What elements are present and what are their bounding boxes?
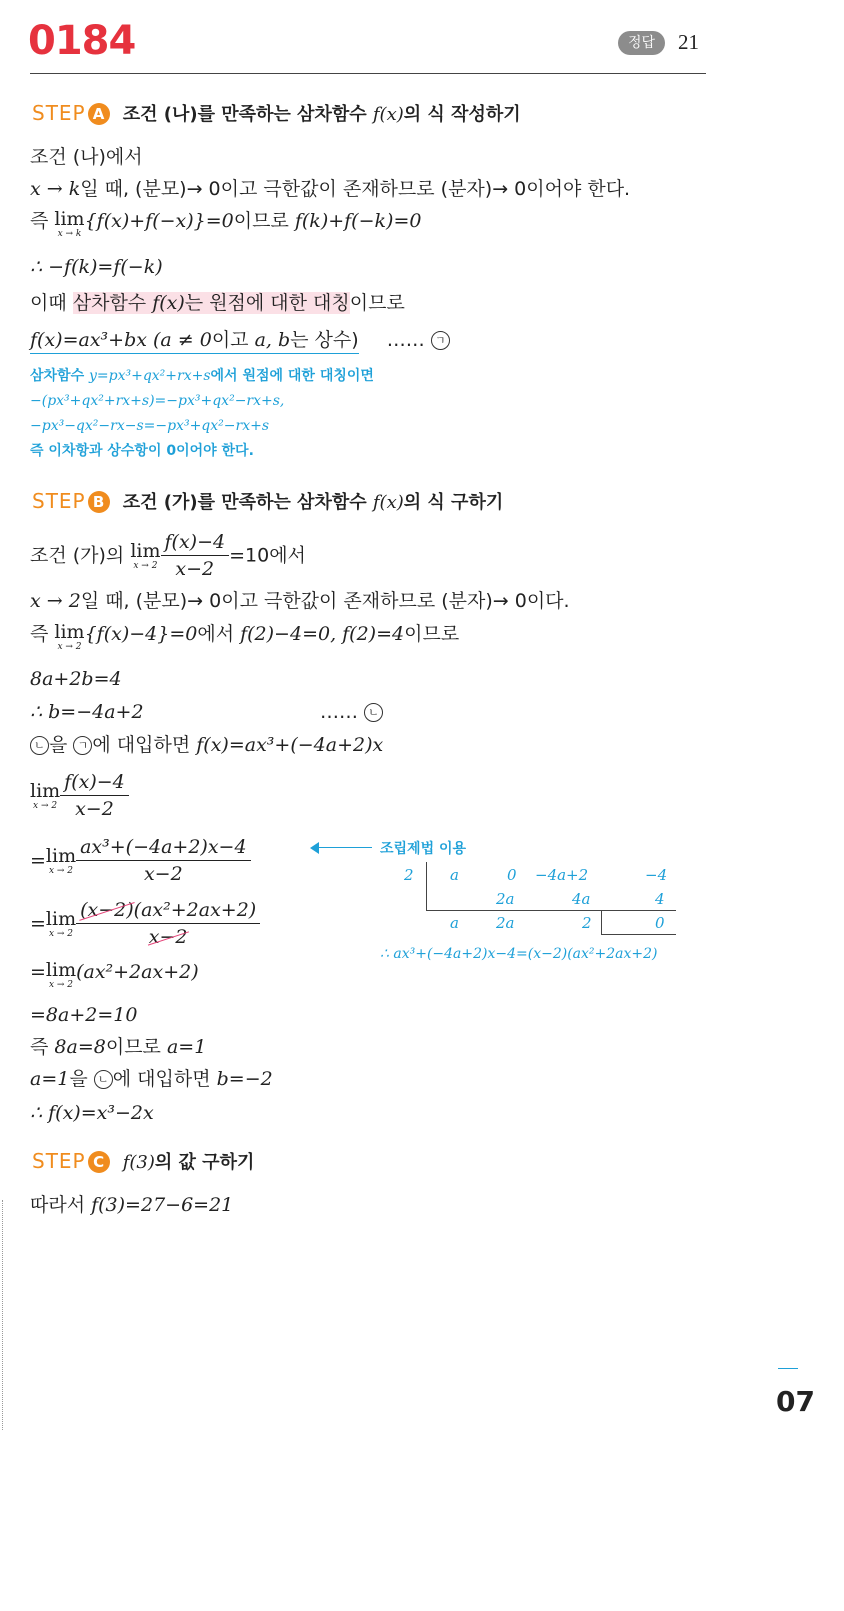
synth-r3-c2: 2a: [496, 914, 515, 932]
lim-symbol: lim: [54, 621, 85, 643]
frac-num: f(x)−4: [60, 770, 129, 796]
stepA-line5: [30, 291, 405, 315]
note1-pre: 삼차함수: [30, 368, 89, 384]
stepA-line3-mid: 이므로: [233, 210, 295, 232]
problem-number: 0184: [28, 18, 136, 64]
hl-math: f(x): [152, 292, 185, 314]
l2-text: 일 때, (분모)→ 0이고 극한값이 존재하므로 (분자)→ 0이다.: [80, 590, 570, 612]
circle-mark-1: ㄱ: [431, 331, 450, 350]
step-a-heading: [32, 100, 521, 126]
stepB-line4: 8a+2b=4: [30, 668, 122, 690]
synth-divisor: 2: [404, 866, 414, 884]
frac-den: x−2: [75, 798, 114, 820]
step-b-label: STEP: [32, 489, 86, 513]
cancel-num: (x−2): [80, 899, 134, 921]
header-divider: [30, 73, 706, 74]
stepA-line6: [30, 328, 450, 352]
stepA-line2-math: x → k: [30, 178, 81, 200]
c-line1-pre: 따라서: [30, 1194, 92, 1216]
l5-expr: ∴ b=−4a+2: [30, 701, 144, 723]
c1-num: ax³+(−4a+2)x−4: [76, 835, 250, 861]
step-a-label: STEP: [32, 101, 86, 125]
stepB-line7: [30, 1035, 206, 1059]
stepA-line3-expr: {f(x)+f(−x)}=0: [84, 210, 234, 232]
synth-r1-c3: −4a+2: [535, 866, 589, 884]
stepB-line9: ∴ f(x)=x³−2x: [30, 1102, 154, 1124]
step-c-badge: C: [88, 1151, 110, 1173]
calc-line0: [30, 770, 129, 821]
stepC-line1: [30, 1193, 233, 1217]
eq-math2: a, b: [254, 329, 291, 351]
margin-page-number: 07: [776, 1385, 815, 1418]
stepA-line1: 조건 (나)에서: [30, 146, 143, 168]
lim-subscript: x → 2: [48, 980, 74, 990]
synth-vline: [426, 862, 427, 910]
step-a-badge: A: [88, 103, 110, 125]
hl-text-b: 는 원점에 대한 대칭: [184, 292, 350, 314]
stepB-line2: [30, 589, 570, 613]
synth-arrow-head: [310, 842, 319, 854]
calc-line1: = lim x → 2 $\frac{\text{ax³+(−4a+2)x−4}}{x-2}$: [30, 835, 251, 886]
step-b-title-math: f(x): [372, 492, 404, 513]
highlight-symmetry: [73, 292, 350, 314]
lim-subscript: x → 2: [133, 560, 158, 571]
stepA-line3-expr2: f(k)+f(−k)=0: [294, 210, 422, 232]
step-b-badge: B: [88, 491, 110, 513]
synth-label: 조립제법 이용: [380, 841, 467, 857]
stepA-line3-pre: 즉: [30, 210, 55, 232]
c2-num-b: (ax²+2ax+2): [133, 899, 257, 921]
synth-r3-c3: 2: [582, 914, 592, 932]
calc-line2: = lim x → 2 $\frac{\text{(x−2)(ax²+2ax+2)}}{x-2}$: [30, 898, 260, 949]
l8-m: a=1: [30, 1068, 70, 1090]
note1-math: y=px³+qx²+rx+s: [88, 368, 211, 384]
dots-2-wrap: [320, 700, 383, 724]
lim-symbol: lim: [130, 539, 161, 562]
stepA-line2-text: 일 때, (분모)→ 0이고 극한값이 존재하므로 (분자)→ 0이어야 한다.: [80, 178, 631, 200]
circle-mark-2-ref: ㄴ: [30, 736, 49, 755]
l3-post: 이므로: [404, 623, 460, 645]
l8-m2: b=−2: [216, 1068, 273, 1090]
l8-b: 에 대입하면: [112, 1068, 217, 1090]
synth-box-h: [601, 934, 676, 935]
synth-r2-c3: 4a: [572, 890, 591, 908]
circle-mark-2-ref2: ㄴ: [94, 1070, 113, 1089]
note2: −(px³+qx²+rx+s)=−px³+qx²−rx+s,: [30, 393, 285, 409]
l3-pre: 즉: [30, 623, 55, 645]
lim-subscript: x → k: [57, 229, 82, 239]
lim-subscript: x → 2: [33, 800, 58, 811]
synth-r3-c1: a: [450, 914, 459, 932]
l1-pre: 조건 (가)의: [30, 544, 131, 567]
margin-tick: [778, 1368, 798, 1369]
l6-expr: f(x)=ax³+(−4a+2)x: [196, 734, 384, 756]
eq-math: f(x)=ax³+bx (a ≠ 0: [30, 329, 212, 351]
left-dotted-edge: [2, 1200, 3, 1430]
stepB-line3: [30, 622, 459, 652]
lim-subscript: x → 2: [48, 865, 74, 876]
step-b-heading: [32, 488, 503, 514]
synth-hline: [426, 910, 676, 911]
synth-r3-c4: 0: [655, 914, 665, 932]
synth-r2-c4: 4: [655, 890, 665, 908]
answer-badge: 정답: [618, 31, 665, 55]
l7-m2: a=1: [166, 1036, 207, 1058]
cancel-den: x−2: [148, 926, 188, 948]
lim-symbol: lim: [45, 959, 77, 981]
note3: −px³−qx²−rx−s=−px³+qx²−rx+s: [30, 418, 269, 434]
circle-mark-1-ref: ㄱ: [73, 736, 92, 755]
step-c-title-math: f(3): [122, 1152, 155, 1173]
stepB-line6: [30, 733, 383, 757]
step-a-title-math: f(x): [372, 104, 404, 125]
synth-box-v: [601, 910, 602, 934]
lim-subscript: x → 2: [57, 642, 82, 652]
calc-line3: = lim x → 2 (ax²+2ax+2): [30, 959, 199, 990]
step-a-title-post: 의 식 작성하기: [403, 104, 521, 125]
synth-r1-c1: a: [450, 866, 459, 884]
l3-mid: 에서: [197, 623, 241, 645]
synth-result: ∴ ax³+(−4a+2)x−4=(x−2)(ax²+2ax+2): [380, 946, 658, 962]
step-b-title: 조건 (가)를 만족하는 삼차함수: [122, 492, 373, 513]
l2-math: x → 2: [30, 590, 81, 612]
eq-txt: 이고: [211, 329, 255, 351]
stepB-line5: [30, 700, 144, 724]
frac-den: x−2: [175, 558, 215, 580]
frac-num: f(x)−4: [161, 530, 230, 556]
dots-1: ……: [386, 329, 425, 351]
circle-mark-2: ㄴ: [364, 703, 383, 722]
step-c-label: STEP: [32, 1149, 86, 1173]
stepA-note: [30, 364, 374, 464]
l3-expr2: f(2)−4=0, f(2)=4: [240, 623, 405, 645]
l8-a: 을: [69, 1068, 94, 1090]
calc-line4: =8a+2=10: [30, 1004, 138, 1026]
stepA-line4: ∴ −f(k)=f(−k): [30, 256, 163, 278]
l6-a: 을: [49, 734, 74, 756]
synth-r1-c4: −4: [645, 866, 668, 884]
l3-expr: {f(x)−4}=0: [84, 623, 198, 645]
step-a-title: 조건 (나)를 만족하는 삼차함수: [122, 104, 373, 125]
lim-symbol: lim: [54, 208, 85, 230]
stepA-line3: [30, 209, 421, 239]
step-c-heading: [32, 1148, 254, 1174]
c3: (ax²+2ax+2): [76, 961, 199, 983]
synth-arrow: [312, 847, 372, 848]
synth-r1-c2: 0: [507, 866, 517, 884]
eq-txt2: 는 상수): [290, 329, 359, 351]
l7-m: 8a=8: [54, 1036, 106, 1058]
lim-symbol: lim: [45, 844, 77, 867]
synth-r2-c2: 2a: [496, 890, 515, 908]
stepA-line5-post: 이므로: [349, 292, 405, 314]
stepA-line5-pre: 이때: [30, 292, 73, 314]
answer-value: 21: [678, 30, 699, 54]
stepB-line8: [30, 1067, 273, 1091]
dots-2: ……: [320, 701, 358, 723]
c-line1-expr: f(3)=27−6=21: [91, 1194, 234, 1216]
underlined-equation: [30, 329, 359, 354]
lim-symbol: lim: [45, 907, 77, 930]
step-c-title-post: 의 값 구하기: [154, 1152, 255, 1173]
step-b-title-post: 의 식 구하기: [403, 492, 504, 513]
lim-subscript: x → 2: [48, 928, 74, 939]
l1-post: =10에서: [229, 544, 306, 567]
l7-pre: 즉: [30, 1036, 55, 1058]
hl-text-a: 삼차함수: [72, 292, 153, 314]
c1-den: x−2: [143, 863, 183, 885]
l7-mid: 이므로: [105, 1036, 167, 1058]
l6-b: 에 대입하면: [92, 734, 197, 756]
stepA-line2: [30, 177, 630, 201]
lim-symbol: lim: [30, 779, 61, 802]
note1-post: 에서 원점에 대한 대칭이면: [210, 368, 374, 384]
stepB-line1: [30, 530, 306, 581]
note4: 즉 이차항과 상수항이 0이어야 한다.: [30, 443, 254, 459]
